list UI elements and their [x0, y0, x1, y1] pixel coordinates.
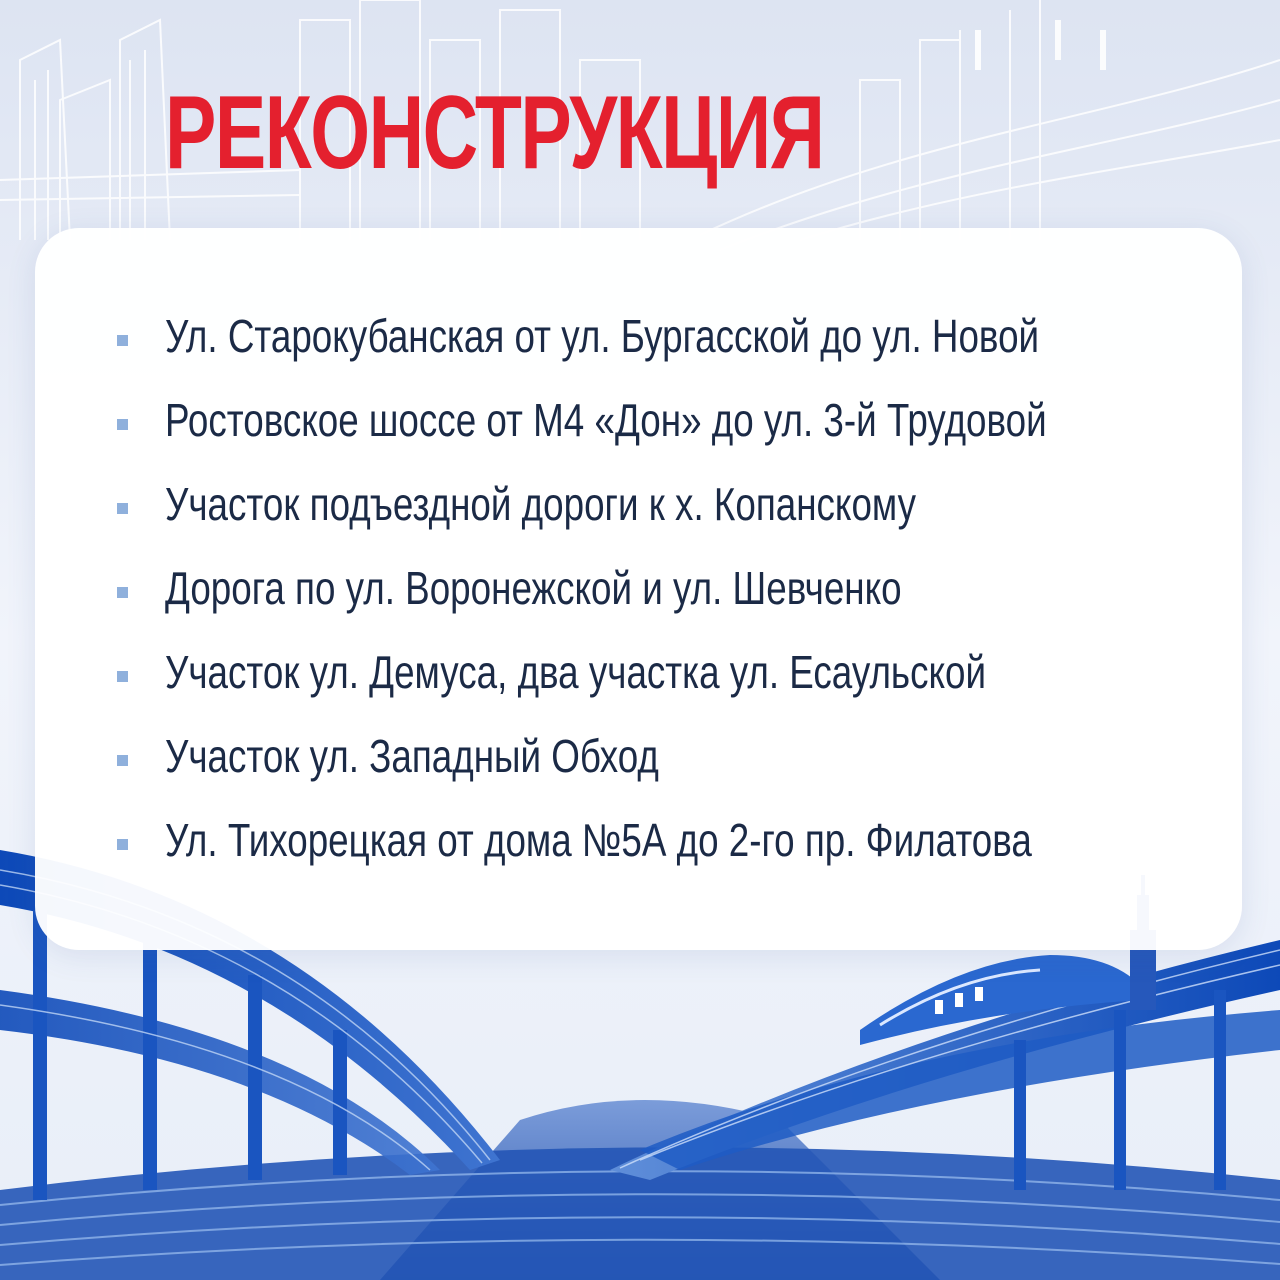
square-bullet-icon	[117, 503, 128, 514]
list-item-label: Участок ул. Западный Обход	[165, 730, 659, 782]
list-item-label: Дорога по ул. Воронежской и ул. Шевченко	[165, 562, 902, 614]
square-bullet-icon	[117, 755, 128, 766]
list-item-label: Ростовское шоссе от М4 «Дон» до ул. 3-й Трудовой	[165, 394, 1047, 446]
list-item-label: Ул. Старокубанская от ул. Бургасской до ул. Новой	[165, 310, 1040, 362]
list-item-label: Ул. Тихорецкая от дома №5А до 2-го пр. Филатова	[165, 814, 1032, 866]
square-bullet-icon	[117, 587, 128, 598]
square-bullet-icon	[117, 335, 128, 346]
square-bullet-icon	[117, 671, 128, 682]
list-item-label: Участок ул. Демуса, два участка ул. Есаульской	[165, 646, 987, 698]
page-title: РЕКОНСТРУКЦИЯ	[165, 75, 824, 191]
list-item-label: Участок подъездной дороги к х. Копанскому	[165, 478, 917, 530]
content-card	[35, 228, 1242, 950]
square-bullet-icon	[117, 419, 128, 430]
square-bullet-icon	[117, 839, 128, 850]
